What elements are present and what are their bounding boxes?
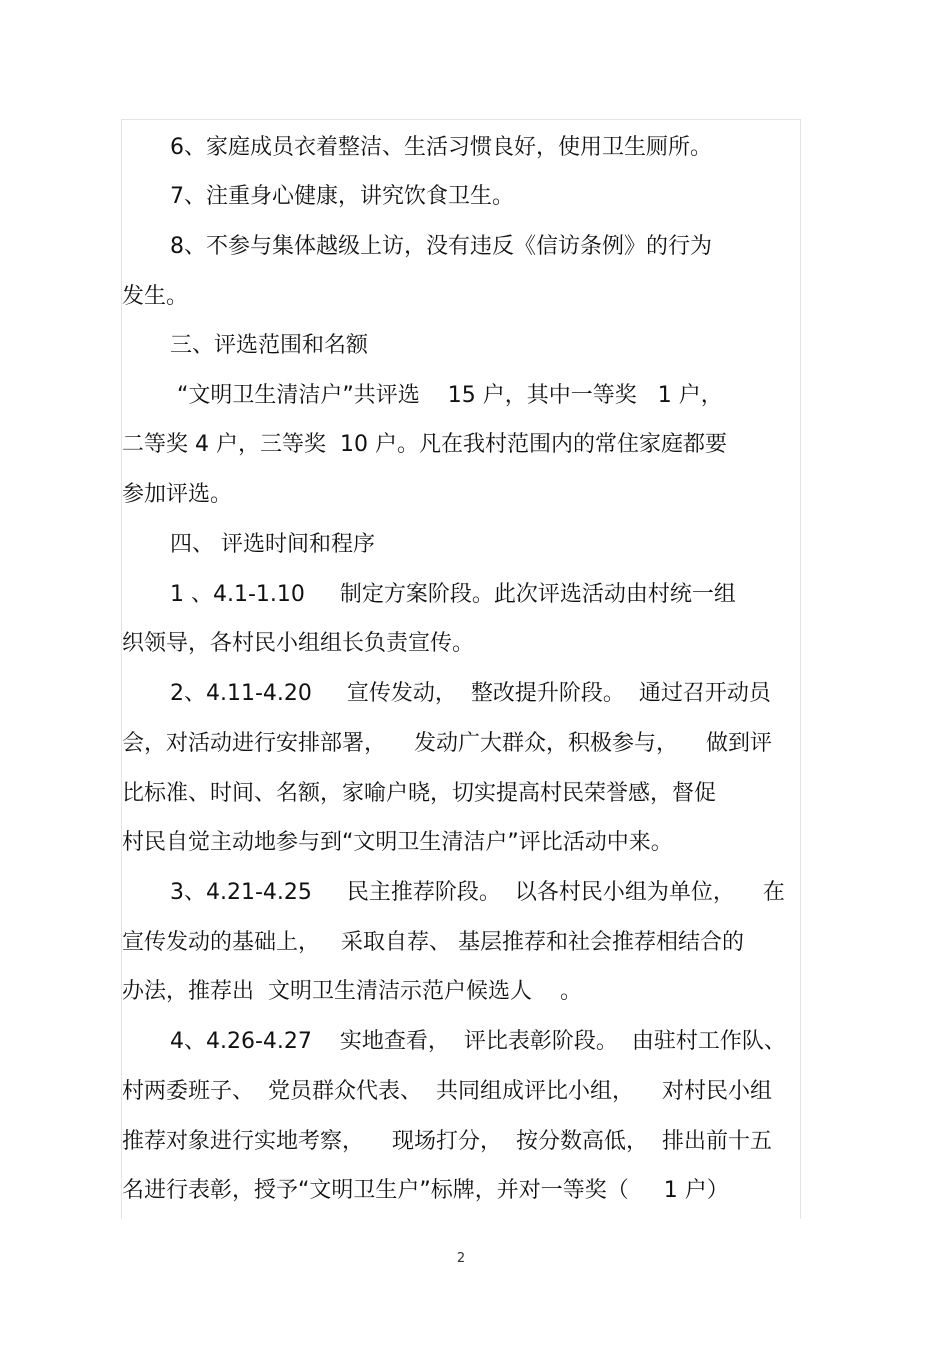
text-line: 4、4.26-4.27 实地查看， 评比表彰阶段。 由驻村工作队、: [170, 1029, 786, 1054]
text-line: 1 、4.1-1.10 制定方案阶段。此次评选活动由村统一组: [170, 582, 736, 607]
text-line: 8、不参与集体越级上访，没有违反《信访条例》的行为: [170, 234, 712, 259]
text-line: 名进行表彰，授予“文明卫生户”标牌，并对一等奖（ 1 户）: [122, 1178, 729, 1203]
text-line: 织领导，各村民小组组长负责宣传。: [122, 631, 475, 656]
text-line: 7、注重身心健康，讲究饮食卫生。: [170, 184, 514, 209]
page-number: 2: [456, 1251, 466, 1266]
text-line: 会，对活动进行安排部署， 发动广大群众，积极参与， 做到评: [122, 731, 772, 756]
text-line: 6、家庭成员衣着整洁、生活习惯良好，使用卫生厕所。: [170, 135, 712, 160]
text-line: 村民自觉主动地参与到“文明卫生清洁户”评比活动中来。: [122, 830, 673, 855]
text-line: 村两委班子、 党员群众代表、 共同组成评比小组， 对村民小组: [122, 1079, 772, 1104]
text-line: 推荐对象进行实地考察， 现场打分， 按分数高低， 排出前十五: [122, 1129, 772, 1154]
section-heading: 三、评选范围和名额: [170, 333, 369, 358]
text-line: 办法，推荐出 文明卫生清洁示范户候选人 。: [122, 979, 582, 1004]
text-line: 宣传发动的基础上， 采取自荐、 基层推荐和社会推荐相结合的: [122, 930, 744, 955]
section-heading: 四、 评选时间和程序: [170, 532, 375, 557]
text-line: 发生。: [122, 284, 189, 309]
text-line: 3、4.21-4.25 民主推荐阶段。 以各村民小组为单位， 在: [170, 880, 785, 905]
text-line: 二等奖 4 户，三等奖 10 户。凡在我村范围内的常住家庭都要: [122, 432, 727, 457]
text-line: “文明卫生清洁户”共评选 15 户，其中一等奖 1 户，: [170, 383, 723, 408]
text-line: 比标准、时间、名额，家喻户晓，切实提高村民荣誉感，督促: [122, 781, 717, 806]
text-line: 2、4.11-4.20 宣传发动， 整改提升阶段。 通过召开动员: [170, 681, 771, 706]
text-line: 参加评选。: [122, 482, 233, 507]
